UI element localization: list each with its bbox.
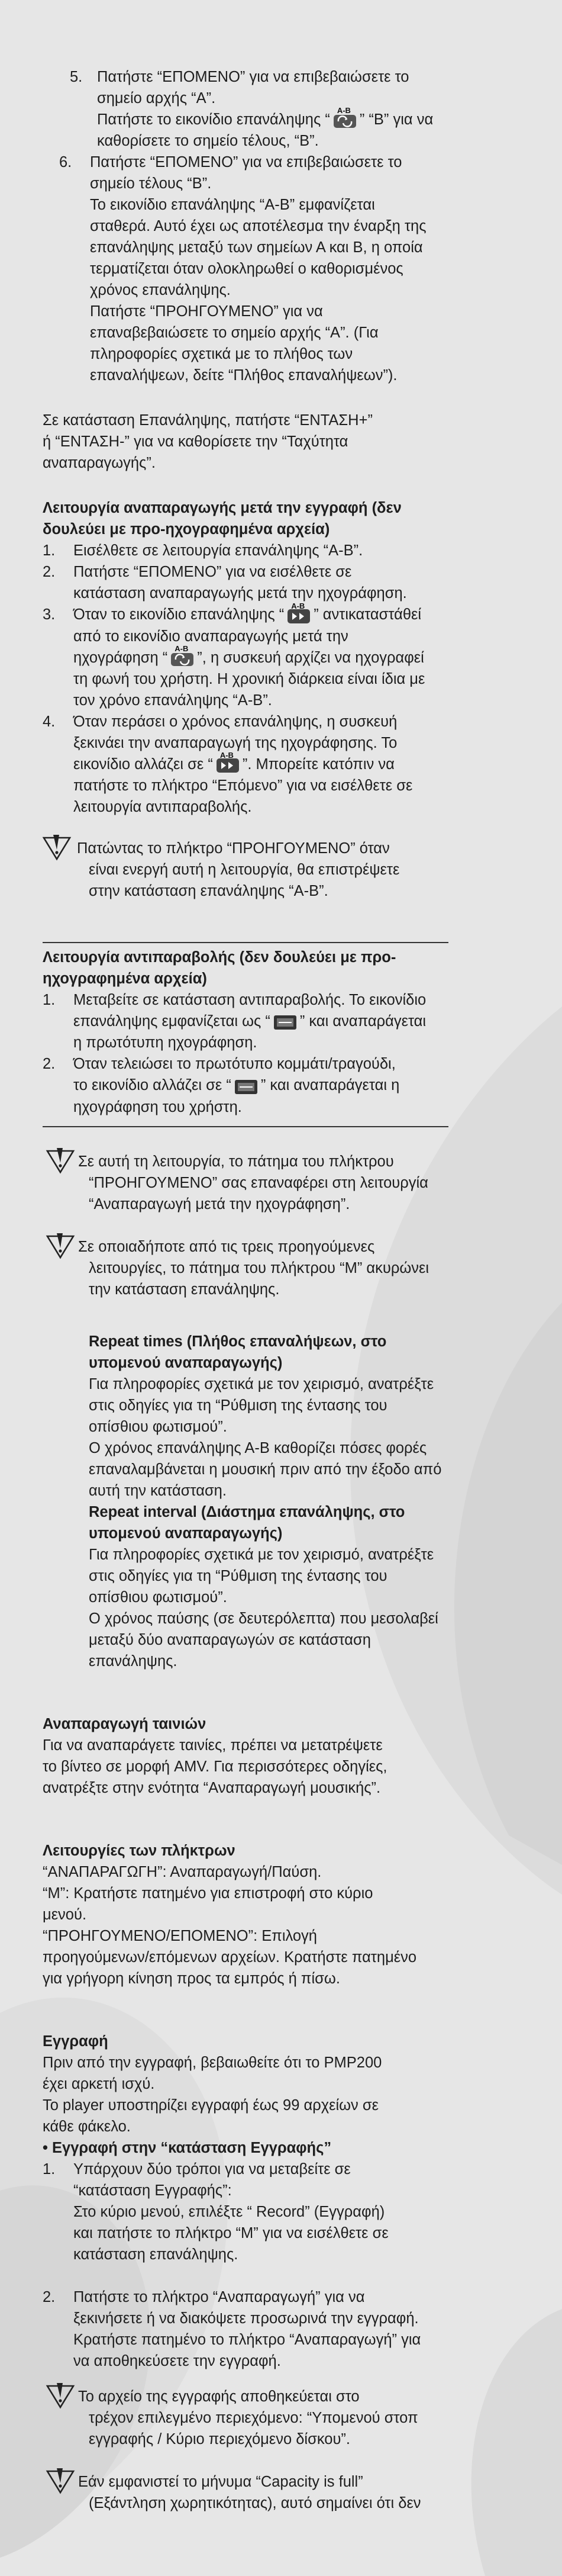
paragraph-line: μεταξύ δύο αναπαραγωγών σε κατάσταση — [89, 1631, 371, 1648]
note-triangle-icon — [45, 1147, 76, 1175]
note-line: στην κατάσταση επανάληψης “Α-Β”. — [89, 883, 328, 900]
step-line: χρόνος επανάληψης. — [90, 282, 231, 299]
paragraph-line: το βίντεο σε μορφή AMV. Για περισσότερες οδηγίες, — [43, 1758, 387, 1775]
paragraph-line: κάθε φάκελο. — [43, 2118, 131, 2135]
step-line: λειτουργία αντιπαραβολής. — [73, 799, 252, 816]
step-line: ξεκινήσετε ή να διακόψετε προσωρινά την εγγραφή. — [73, 2310, 419, 2327]
paragraph-line: Για πληροφορίες σχετικά με τον χειρισμό, ανατρέξτε — [89, 1546, 434, 1563]
step-number: 5. — [70, 69, 83, 85]
step-line: Μεταβείτε σε κατάσταση αντιπαραβολής. Το εικονίδιο — [73, 992, 427, 1009]
paragraph-line: στις οδηγίες για τη “Ρύθμιση της έντασης του — [89, 1397, 387, 1414]
cmp-step-1 — [43, 989, 448, 1053]
step-line: πατήστε το πλήκτρο “Επόμενο” για να εισέλθετε σε — [73, 777, 413, 795]
note-triangle-icon — [41, 834, 72, 861]
step-line: Όταν τελειώσει το πρωτότυπο κομμάτι/τραγούδι, — [73, 1056, 396, 1073]
repeat-interval-section — [43, 1501, 448, 1672]
step-line: σταθερά. Αυτό έχει ως αποτέλεσμα την έναρξη της — [90, 218, 427, 235]
cmp-step-2 — [43, 1053, 448, 1117]
repeat-ab-icon — [214, 751, 241, 775]
note-line: (Εξάντληση χωρητικότητας), αυτό σημαίνει ότι δεν — [89, 2494, 421, 2511]
section-title-record: Εγγραφή — [43, 2033, 108, 2050]
step-number: 1. — [43, 542, 56, 559]
step-line — [73, 644, 448, 668]
paragraph-line: οπίσθιου φωτισμού”. — [89, 1418, 227, 1435]
step-line: επαναβεβαιώσετε το σημείο αρχής “Α”. (Για — [90, 324, 379, 342]
step-line: “κατάσταση Εγγραφής”: — [73, 2182, 232, 2199]
repeat-play-icon — [285, 601, 312, 626]
note-triangle-icon — [45, 1233, 76, 1260]
section-title-compare-2: ηχογραφημένα αρχεία) — [43, 970, 207, 988]
step-number: 1. — [43, 2160, 56, 2178]
step-number: 2. — [43, 564, 56, 581]
keys-section — [43, 1840, 448, 1989]
step-line: κατάσταση αναπαραγωγής μετά την ηχογράφηση. — [73, 585, 407, 602]
note-line: Εάν εμφανιστεί το μήνυμα “Capacity is full” — [78, 2473, 363, 2490]
step-line: ηχογράφηση του χρήστη. — [73, 1098, 242, 1115]
note-block-2 — [43, 1151, 448, 1215]
par-step-1 — [43, 540, 448, 561]
note-line: Σε οποιαδήποτε από τις τρεις προηγούμενες — [78, 1238, 375, 1255]
paragraph-line: Ο χρόνος παύσης (σε δευτερόλεπτα) που μεσολαβεί — [89, 1610, 438, 1627]
icon-ab-label: A-B — [291, 601, 305, 610]
par-step-2 — [43, 561, 448, 604]
text-part: ηχογράφηση “ — [73, 649, 168, 666]
text-part: εικονίδιο αλλάζει σε “ — [73, 755, 213, 773]
paragraph-line: “M”: Κρατήστε πατημένο για επιστροφή στο κύριο — [43, 1884, 373, 1902]
step-line: Υπάρχουν δύο τρόποι για να μεταβείτε σε — [73, 2160, 351, 2178]
note-line: εγγραφής / Κύριο περιεχόμενο δίσκου”. — [89, 2430, 350, 2448]
paragraph-line: Για να αναπαράγετε ταινίες, πρέπει να μετατρέψετε — [43, 1736, 383, 1754]
step-line: κατάσταση επανάληψης. — [73, 2246, 238, 2263]
step-line: ξεκινάει την αναπαραγωγή της ηχογράφησης. Το — [73, 734, 398, 751]
step-5-line-3 — [97, 106, 448, 130]
rec-step-1 — [43, 2159, 448, 2265]
step-line: σημείο τέλους “Β”. — [90, 175, 212, 192]
paragraph-line: προηγούμενων/επόμενων αρχείων. Κρατήστε πατημένο — [43, 1948, 417, 1966]
section-title-playback-after-recording-2: δουλεύει με προ-ηχογραφημένα αρχεία) — [43, 521, 330, 538]
record-section — [43, 2031, 448, 2372]
paragraph-line: μενού. — [43, 1906, 87, 1923]
step-line: Πατήστε το πλήκτρο “Αναπαραγωγή” για να — [73, 2288, 365, 2305]
step-line: επανάληψης μεταξύ των σημείων Α και Β, η οποία — [90, 239, 423, 256]
text-part: ” και αναπαράγεται η — [260, 1077, 400, 1094]
note-line: την κατάσταση επανάληψης. — [89, 1281, 280, 1298]
step-line: η πρωτότυπη ηχογράφηση. — [73, 1034, 257, 1051]
note-line: “Αναπαραγωγή μετά την ηχογράφηση”. — [89, 1195, 350, 1213]
text-part: ”, η συσκευή αρχίζει να ηχογραφεί — [197, 649, 424, 666]
step-line: τη φωνή του χρήστη. Η χρονική διάρκεια είναι ίδια με — [73, 670, 425, 687]
bullet-heading: • Εγγραφή στην “κατάσταση Εγγραφής” — [43, 2139, 332, 2156]
section-title-keys: Λειτουργίες των πλήκτρων — [43, 1842, 235, 1859]
step-5-line-1: Πατήστε “ΕΠΟΜΕΝΟ” για να επιβεβαιώσετε το — [97, 69, 409, 85]
paragraph-line: επανάληψης. — [89, 1652, 177, 1670]
step-line: Κρατήστε πατημένο το πλήκτρο “Αναπαραγωγή” για — [73, 2331, 421, 2348]
note-line: τρέχον επιλεγμένο περιεχόμενο: “Υπομενού στοπ — [89, 2409, 418, 2426]
step-number: 3. — [43, 606, 56, 623]
step-line: Πατήστε “ΕΠΟΜΕΝΟ” για να εισέλθετε σε — [73, 564, 352, 581]
note-block-1 — [43, 838, 448, 902]
step-number: 2. — [43, 1056, 56, 1073]
paragraph-line: Σε κατάσταση Επανάληψης, πατήστε “ΕΝΤΑΣΗ+” — [43, 412, 373, 429]
paragraph-line: Πριν από την εγγραφή, βεβαιωθείτε ότι το PMP200 — [43, 2054, 382, 2071]
paragraph-line: αυτή την κατάσταση. — [89, 1482, 227, 1499]
paragraph-line: ανατρέξτε στην ενότητα “Αναπαραγωγή μουσικής”. — [43, 1779, 381, 1796]
note-triangle-icon — [45, 2468, 76, 2495]
repeat-times-section — [43, 1331, 448, 1501]
paragraph-line: για γρήγορη κίνηση προς τα εμπρός ή πίσω. — [43, 1970, 340, 1987]
paragraph-line: οπίσθιου φωτισμού”. — [89, 1588, 227, 1606]
step-number: 6. — [59, 154, 72, 171]
step-number: 2. — [43, 2288, 56, 2305]
text-part: ” “Β” για να — [359, 111, 434, 128]
text-part: Πατήστε το εικονίδιο επανάληψης “ — [97, 111, 330, 128]
note-line: Σε αυτή τη λειτουργία, το πάτημα του πλήκτρου — [78, 1153, 394, 1170]
step-6 — [59, 152, 448, 386]
note-line: Το αρχείο της εγγραφής αποθηκεύεται στο — [78, 2388, 360, 2405]
speed-paragraph — [43, 410, 448, 474]
text-part: επανάληψης εμφανίζεται ως “ — [73, 1013, 270, 1030]
icon-ab-label: A-B — [219, 751, 234, 760]
step-line: τερματίζεται όταν ολοκληρωθεί ο καθορισμένος — [90, 261, 403, 278]
note-line: Πατώντας το πλήκτρο “ΠΡΟΗΓΟΥΜΕΝΟ” όταν — [77, 840, 390, 857]
note-triangle-icon — [45, 2382, 76, 2410]
step-5 — [70, 66, 448, 152]
paragraph-line: Ο χρόνος επανάληψης Α-Β καθορίζει πόσες φορές — [89, 1439, 427, 1456]
step-line — [73, 601, 448, 625]
step-number: 4. — [43, 713, 56, 730]
paragraph-line: επαναλαμβάνεται η μουσική πριν από την έξοδο από — [89, 1461, 442, 1478]
step-line: Εισέλθετε σε λειτουργία επανάληψης “Α-Β”. — [73, 542, 363, 559]
section-title-playback-after-recording: Λειτουργία αναπαραγωγής μετά την εγγραφή (δεν — [43, 500, 402, 517]
step-line: επαναλήψεων, δείτε “Πλήθος επαναλήψεων”). — [90, 367, 398, 384]
step-line: από το εικονίδιο αναπαραγωγής μετά την — [73, 628, 348, 645]
video-section — [43, 1713, 448, 1799]
step-5-line-4: καθορίσετε το σημείο τέλους, “Β”. — [97, 133, 319, 150]
paragraph-line: “ΑΝΑΠΑΡΑΓΩΓΗ”: Αναπαραγωγή/Παύση. — [43, 1863, 322, 1880]
text-part: ” αντικαταστάθεί — [314, 606, 422, 623]
par-step-4 — [43, 711, 448, 818]
note-line: λειτουργίες, το πάτημα του πλήκτρου “M” ακυρώνει — [89, 1259, 429, 1276]
icon-ab-label: A-B — [337, 106, 351, 115]
step-line: Πατήστε “ΕΠΟΜΕΝΟ” για να επιβεβαιώσετε το — [90, 154, 402, 171]
par-step-3 — [43, 601, 448, 711]
compare-rec-icon — [232, 1076, 260, 1096]
note-block-4 — [43, 2386, 448, 2450]
step-line: τον χρόνο επανάληψης “Α-Β”. — [73, 692, 272, 709]
text-part: ”. Μπορείτε κατόπιν να — [242, 755, 395, 773]
repeat-ab-icon — [331, 106, 358, 130]
subsection-title: Repeat interval (Διάστημα επανάληψης, στο — [89, 1503, 405, 1520]
step-line: Στο κύριο μενού, επιλέξτε “ Record” (Εγγραφή) — [73, 2203, 385, 2220]
note-block-3 — [43, 1236, 448, 1300]
paragraph-line: έχει αρκετή ισχύ. — [43, 2075, 155, 2092]
step-line — [73, 1075, 448, 1096]
section-title-compare: Λειτουργία αντιπαραβολής (δεν δουλεύει με προ- — [43, 949, 396, 966]
text-part: το εικονίδιο αλλάζει σε “ — [73, 1077, 231, 1094]
step-number: 1. — [43, 992, 56, 1009]
play-record-icon — [169, 644, 196, 668]
section-title-video: Αναπαραγωγή ταινιών — [43, 1715, 206, 1732]
paragraph-line: “ΠΡΟΗΓΟΥΜΕΝΟ/ΕΠΟΜΕΝΟ”: Επιλογή — [43, 1927, 317, 1944]
text-part: Όταν το εικονίδιο επανάληψης “ — [73, 606, 285, 623]
step-line: Όταν περάσει ο χρόνος επανάληψης, η συσκευή — [73, 713, 398, 730]
step-line — [73, 751, 448, 775]
subsection-title: υπομενού αναπαραγωγής) — [89, 1525, 283, 1542]
paragraph-line: Το player υποστηρίζει εγγραφή έως 99 αρχείων σε — [43, 2096, 379, 2114]
step-line: να αποθηκεύσετε την εγγραφή. — [73, 2352, 281, 2369]
paragraph-line: Για πληροφορίες σχετικά με τον χειρισμό, ανατρέξτε — [89, 1375, 434, 1392]
step-line: πληροφορίες σχετικά με το πλήθος των — [90, 346, 353, 363]
step-5-line-2: σημείο αρχής “Α”. — [97, 90, 216, 107]
subsection-title: Repeat times (Πλήθος επαναλήψεων, στο — [89, 1333, 387, 1350]
step-line — [73, 1011, 448, 1032]
subsection-title: υπομενού αναπαραγωγής) — [89, 1354, 283, 1371]
step-line: και πατήστε το πλήκτρο “M” για να εισέλθετε σε — [73, 2224, 389, 2241]
step-line: Το εικονίδιο επανάληψης “Α-Β” εμφανίζεται — [90, 197, 375, 214]
note-line: “ΠΡΟΗΓΟΥΜΕΝΟ” σας επαναφέρει στη λειτουργία — [89, 1174, 428, 1191]
paragraph-line: αναπαραγωγής”. — [43, 455, 156, 472]
paragraph-line: ή “ΕΝΤΑΣΗ-” για να καθορίσετε την “Ταχύτητα — [43, 433, 348, 451]
rec-step-2 — [43, 2286, 448, 2372]
compare-icon — [272, 1012, 299, 1032]
paragraph-line: στις οδηγίες για τη “Ρύθμιση της έντασης του — [89, 1567, 387, 1584]
note-block-5 — [43, 2471, 448, 2514]
text-part: ” και αναπαράγεται — [299, 1013, 427, 1030]
step-line: Πατήστε “ΠΡΟΗΓΟΥΜΕΝΟ” για να — [90, 303, 323, 320]
note-line: είναι ενεργή αυτή η λειτουργία, θα επιστρέψετε — [89, 861, 400, 879]
icon-ab-label: A-B — [175, 644, 189, 653]
